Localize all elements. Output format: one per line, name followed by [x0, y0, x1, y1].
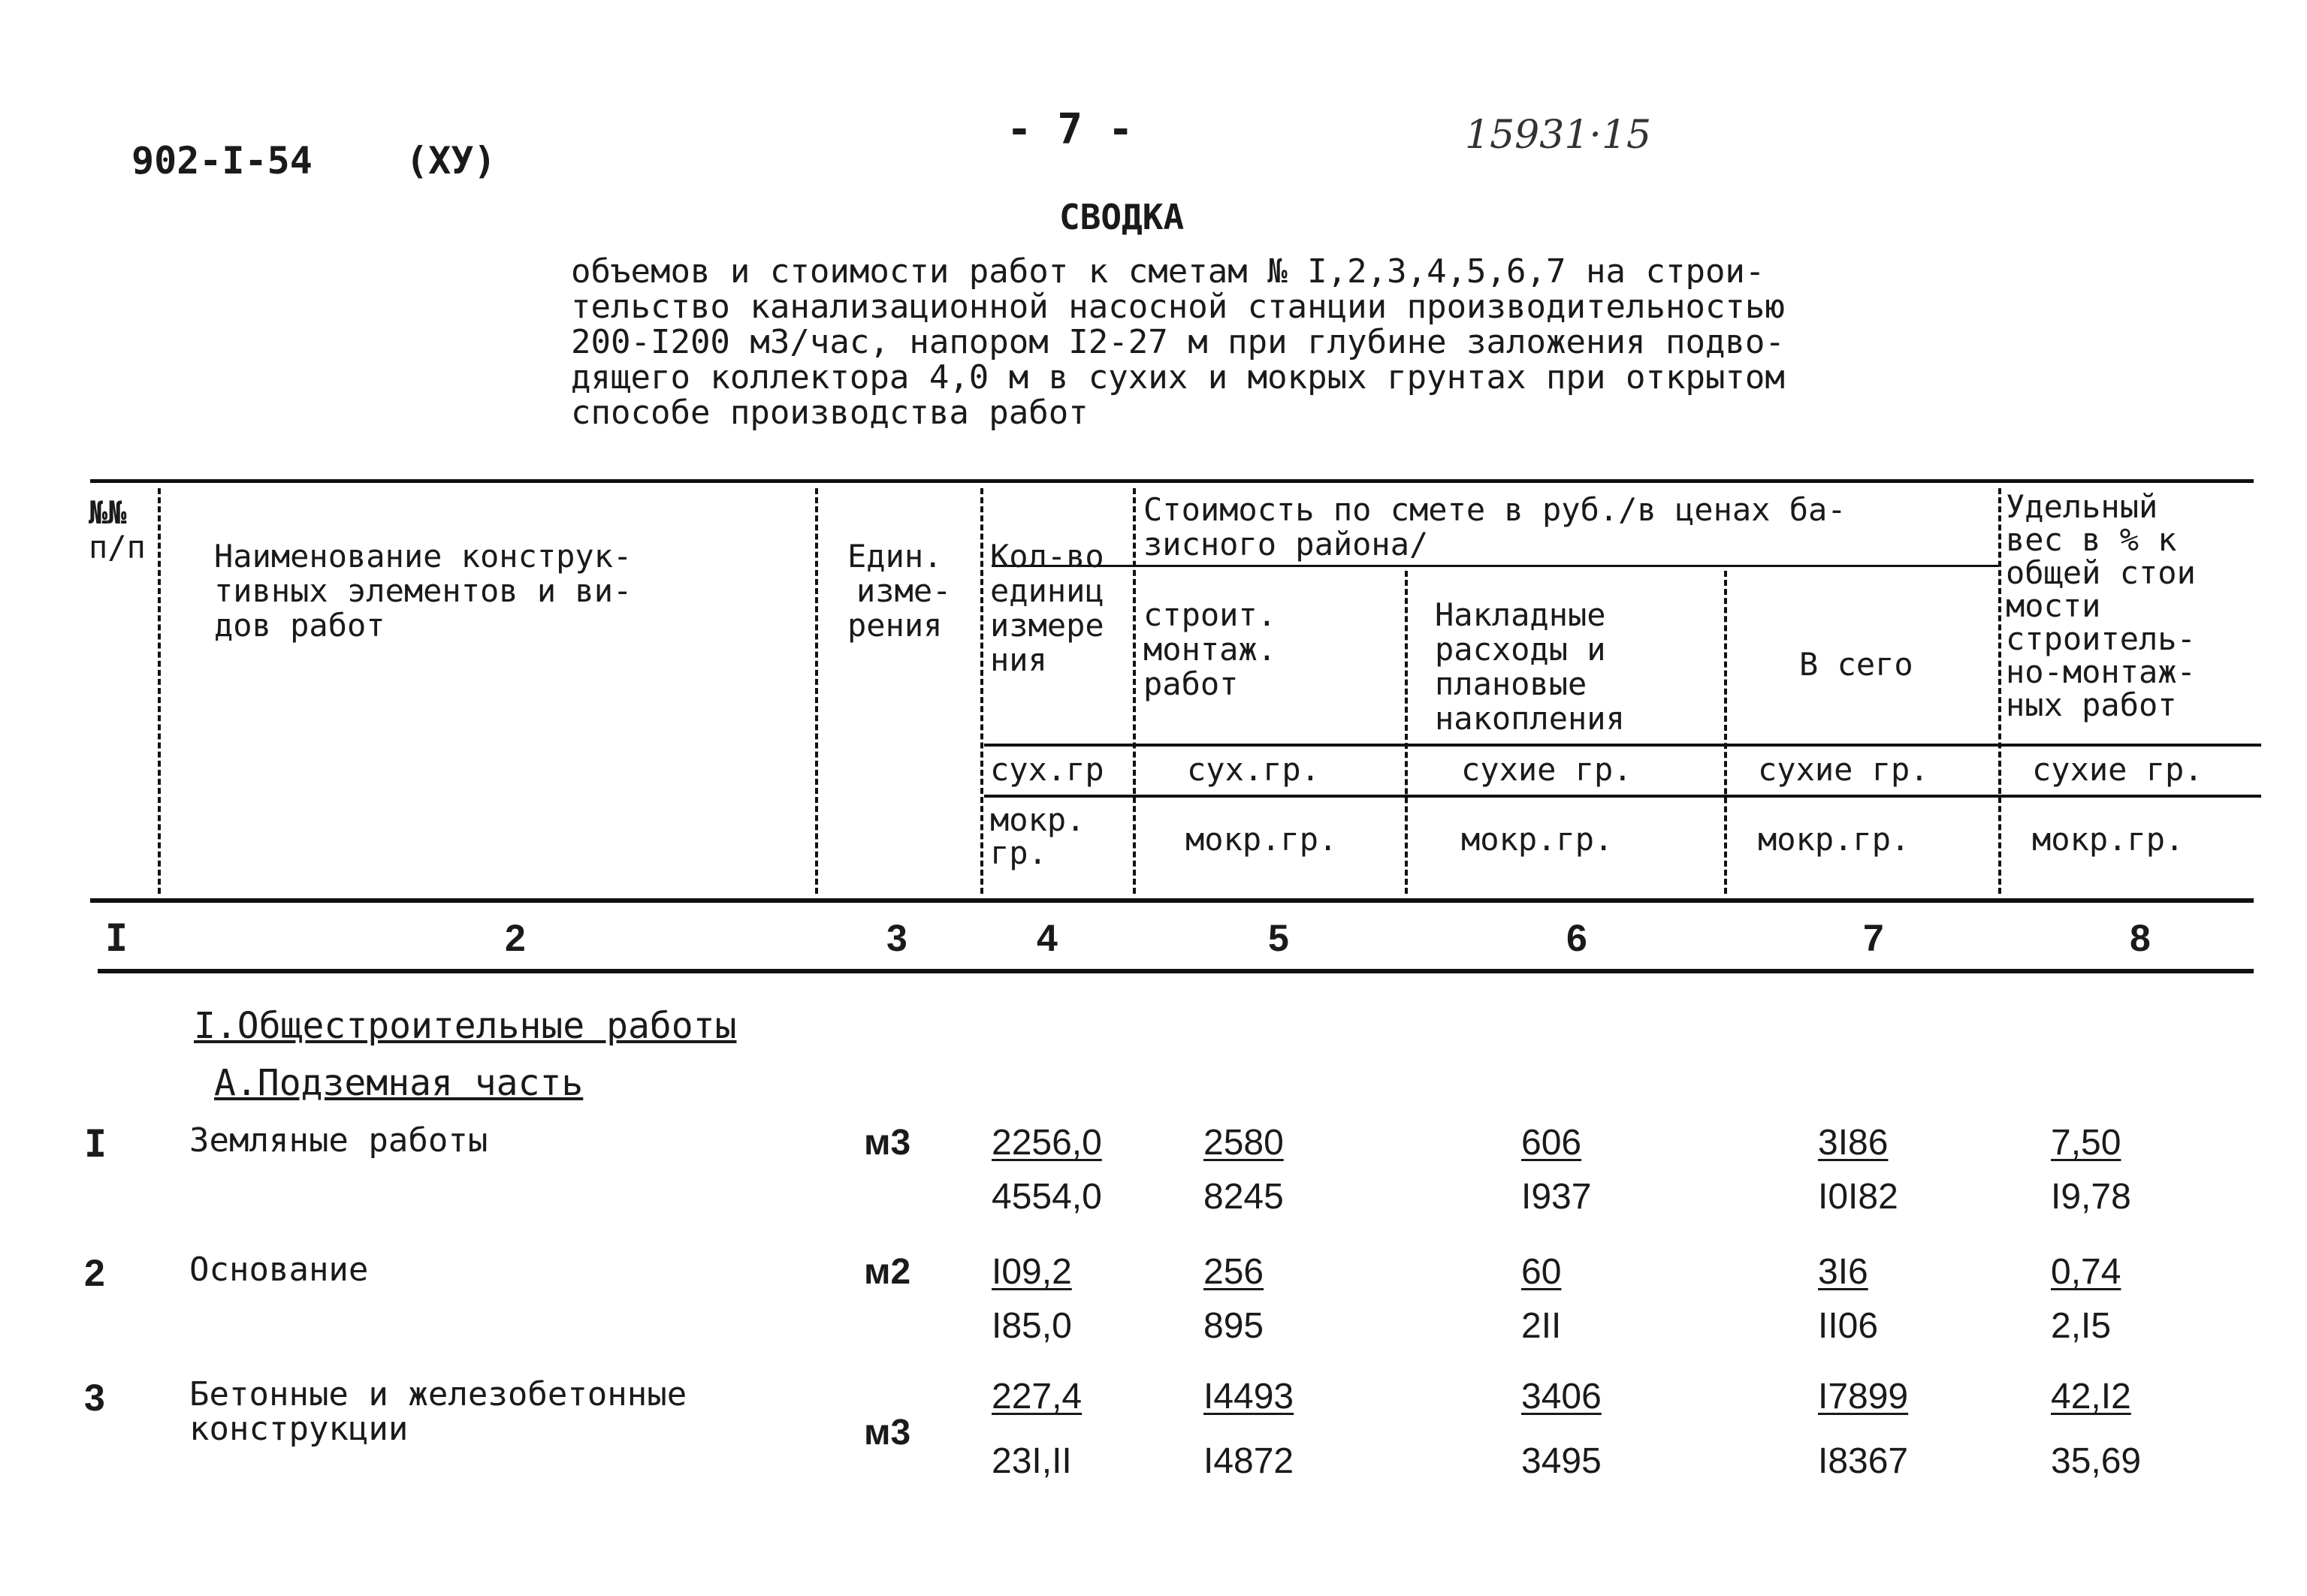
summary-title: СВОДКА: [1059, 197, 1185, 237]
col-separator: [1998, 488, 2001, 894]
col-separator: [1133, 488, 1136, 894]
row-2-construction-dry: 256: [1203, 1252, 1264, 1292]
column-number-8: 8: [2130, 917, 2151, 959]
col5-header-line3: работ: [1143, 665, 1239, 702]
document-code: 902-I-54: [131, 139, 313, 183]
document-section: (XУ): [406, 139, 497, 183]
row-2-overhead-wet: 2II: [1521, 1306, 1562, 1346]
row-2-qty-wet: I85,0: [992, 1306, 1072, 1346]
row-2-name: Основание: [189, 1251, 369, 1289]
row-3-overhead-wet: 3495: [1521, 1441, 1602, 1481]
dry-label-col6: сухие гр.: [1461, 751, 1632, 788]
row-1-overhead-dry: 606: [1521, 1123, 1582, 1163]
col3-header-line3: рения: [847, 607, 943, 644]
archive-number: 15931·15: [1465, 113, 1652, 158]
row-3-number: 3: [84, 1377, 105, 1419]
column-number-7: 7: [1863, 917, 1884, 959]
col8-header-line5: строитель-: [2006, 620, 2196, 657]
row-1-qty-dry: 2256,0: [992, 1123, 1102, 1163]
row-3-construction-dry: I4493: [1203, 1377, 1294, 1416]
column-number-2: 2: [505, 917, 526, 959]
row-3-total-wet: I8367: [1818, 1441, 1909, 1481]
col-separator: [1405, 571, 1408, 894]
section-title: I.Общестроительные работы: [194, 1005, 737, 1047]
column-number-5: 5: [1268, 917, 1289, 959]
col4-header-line1: Кол-во: [990, 538, 1104, 575]
col-separator: [158, 488, 161, 894]
dry-label-col4: сух.гр: [990, 751, 1104, 788]
row-3-name-line1: Бетонные и железобетонные: [189, 1375, 687, 1413]
col8-header-line1: Удельный: [2006, 488, 2158, 525]
row-2-overhead-dry: 60: [1521, 1252, 1562, 1292]
row-2-number: 2: [84, 1252, 105, 1294]
intro-line-2: тельство канализационной насосной станции производительностью: [571, 288, 1785, 326]
row-1-total-dry: 3I86: [1818, 1123, 1889, 1163]
row-1-share-dry: 7,50: [2051, 1123, 2121, 1163]
col3-header-line2: изме-: [856, 572, 952, 609]
col5-header-line1: строит.: [1143, 596, 1277, 633]
row-1-construction-dry: 2580: [1203, 1123, 1284, 1163]
col-separator: [1724, 571, 1727, 894]
row-3-overhead-dry: 3406: [1521, 1377, 1602, 1416]
column-number-4: 4: [1037, 917, 1058, 959]
row-2-total-dry: 3I6: [1818, 1252, 1868, 1292]
table-top-rule: [90, 479, 2254, 483]
col6-header-line2: расходы и: [1435, 631, 1606, 668]
col8-header-line2: вес в % к: [2006, 521, 2177, 558]
header-bottom-rule: [90, 898, 2254, 903]
row-3-name-line2: конструкции: [189, 1410, 409, 1448]
column-number-6: 6: [1566, 917, 1587, 959]
row-1-total-wet: I0I82: [1818, 1177, 1898, 1217]
column-number-1: I: [105, 916, 128, 960]
row-1-share-wet: I9,78: [2051, 1177, 2131, 1217]
col1-header-line2: п/п: [89, 529, 146, 566]
col8-header-line6: но-монтаж-: [2006, 653, 2196, 690]
row-2-construction-wet: 895: [1203, 1306, 1264, 1346]
cost-header-line2: зисного района/: [1143, 526, 1429, 563]
row-3-construction-wet: I4872: [1203, 1441, 1294, 1481]
row-1-construction-wet: 8245: [1203, 1177, 1284, 1217]
intro-line-5: способе производства работ: [571, 394, 1089, 432]
col-separator: [815, 488, 818, 894]
intro-line-1: объемов и стоимости работ к сметам № I,2,3,4,5,6,7 на строи-: [571, 252, 1765, 291]
col1-header-line1: №№: [89, 494, 127, 531]
row-3-share-wet: 35,69: [2051, 1441, 2142, 1481]
wet-label-col8: мокр.гр.: [2032, 821, 2185, 858]
col4-header-line4: ния: [990, 641, 1047, 678]
col6-header-line1: Накладные: [1435, 596, 1606, 633]
wet-label-col4: мокр. гр.: [990, 801, 1086, 871]
row-3-total-dry: I7899: [1818, 1377, 1909, 1416]
row-3-qty-dry: 227,4: [992, 1377, 1083, 1416]
subsection-title: А.Подземная часть: [214, 1062, 584, 1104]
col8-header-line4: мости: [2006, 587, 2101, 624]
row-2-share-wet: 2,I5: [2051, 1306, 2112, 1346]
col8-header-line3: общей стои: [2006, 554, 2196, 591]
col2-header-line2: тивных элементов и ви-: [214, 572, 633, 609]
dry-row-rule-bottom: [984, 795, 2261, 798]
intro-line-3: 200-I200 м3/час, напором I2-27 м при глубине заложения подво-: [571, 323, 1785, 361]
column-number-3: 3: [886, 917, 907, 959]
dry-label-col5: сух.гр.: [1187, 751, 1321, 788]
row-1-name: Земляные работы: [189, 1121, 488, 1160]
dry-label-col7: сухие гр.: [1758, 751, 1929, 788]
col2-header-line3: дов работ: [214, 607, 385, 644]
dry-row-rule-top: [984, 744, 2261, 747]
col4-header-line2: единиц: [990, 572, 1104, 609]
row-3-share-dry: 42,I2: [2051, 1377, 2131, 1416]
row-1-number: I: [84, 1122, 107, 1166]
cost-header-line1: Стоимость по смете в руб./в ценах ба-: [1143, 491, 1847, 528]
col5-header-line2: монтаж.: [1143, 631, 1277, 668]
cost-header-rule: [992, 565, 1998, 567]
col-separator: [980, 488, 983, 894]
row-2-share-dry: 0,74: [2051, 1252, 2121, 1292]
col8-header-line7: ных работ: [2006, 686, 2177, 723]
row-3-unit: м3: [864, 1413, 911, 1453]
row-2-unit: м2: [864, 1252, 911, 1292]
row-1-overhead-wet: I937: [1521, 1177, 1592, 1217]
column-number-rule: [98, 969, 2254, 973]
dry-label-col8: сухие гр.: [2032, 751, 2203, 788]
col4-header-line3: измере: [990, 607, 1104, 644]
wet-label-col7: мокр.гр.: [1758, 821, 1910, 858]
col6-header-line4: накопления: [1435, 700, 1625, 737]
row-2-total-wet: II06: [1818, 1306, 1879, 1346]
row-2-qty-dry: I09,2: [992, 1252, 1072, 1292]
row-3-qty-wet: 23I,II: [992, 1441, 1072, 1481]
wet-label-col5: мокр.гр.: [1185, 821, 1338, 858]
wet-label-col6: мокр.гр.: [1461, 821, 1614, 858]
col7-header: В сего: [1799, 646, 1913, 683]
row-1-qty-wet: 4554,0: [992, 1177, 1102, 1217]
col2-header-line1: Наименование конструк-: [214, 538, 633, 575]
page-number: - 7 -: [1007, 105, 1134, 154]
row-1-unit: м3: [864, 1123, 911, 1163]
col6-header-line3: плановые: [1435, 665, 1587, 702]
intro-line-4: дящего коллектора 4,0 м в сухих и мокрых грунтах при открытом: [571, 358, 1785, 397]
col3-header-line1: Един.: [847, 538, 943, 575]
